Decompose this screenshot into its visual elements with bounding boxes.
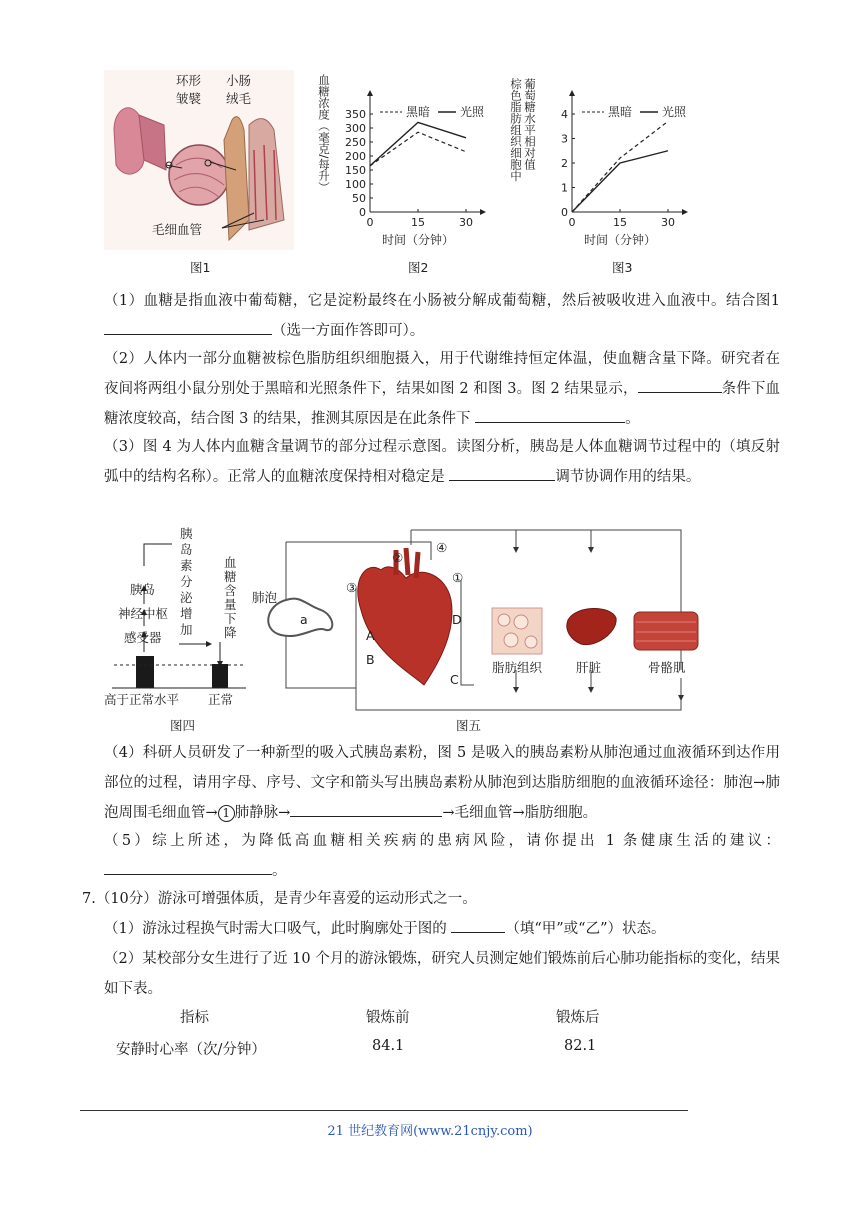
fig5-alveolus-label: 肺泡 — [252, 590, 278, 605]
figure-2-chart — [318, 62, 498, 280]
q4-circled-number — [218, 805, 235, 822]
y-tick-label: 2 — [561, 157, 568, 170]
q5-text-1: （5）综上所述，为降低高血糖相关疾病的患病风险，请你提出 1 条健康生活的建议： — [104, 833, 780, 849]
table-row — [104, 1038, 724, 1070]
q2-text-3: 。 — [625, 411, 640, 427]
y-tick-label: 100 — [345, 178, 366, 191]
fig5-organ-fat: 脂肪组织 — [492, 660, 543, 675]
x-tick-label: 15 — [411, 216, 425, 229]
table-cell-indicator: 安静时心率（次/分钟） — [116, 1042, 266, 1058]
fig5-number-3: ③ — [346, 580, 358, 595]
table-header-row — [104, 1006, 724, 1038]
table-header-before: 锻炼前 — [366, 1010, 410, 1026]
fig5-number-4: ④ — [436, 540, 448, 555]
fig5-letter-b: B — [366, 652, 375, 667]
y-tick-label: 250 — [345, 136, 366, 149]
q7-1-blank[interactable] — [451, 916, 505, 933]
series-line-light — [370, 122, 466, 165]
figure-5-diagram — [246, 520, 716, 736]
fig1-villus-label: 小肠 绒毛 — [226, 73, 252, 106]
question-7-1 — [104, 914, 780, 944]
q4-circled-digit: 1 — [222, 806, 230, 820]
fig4-sugar-note: 血糖含量下降 — [224, 555, 237, 640]
figure-4-caption: 图四 — [170, 718, 196, 733]
x-axis-arrow — [480, 209, 486, 215]
table-cell-after: 82.1 — [564, 1038, 597, 1054]
x-tick-label: 15 — [613, 216, 627, 229]
y-tick-label: 3 — [561, 132, 568, 146]
y-tick-label: 4 — [561, 108, 568, 121]
question-7-2: （2）某校部分女生进行了近 10 个月的游泳锻炼，研究人员测定她们锻炼前后心肺功能指标的变化，结果如下表。 — [104, 951, 780, 997]
x-tick-label: 30 — [661, 216, 675, 229]
fig1-capillary-label: 毛细血管 — [152, 222, 203, 237]
data-table — [104, 1006, 724, 1070]
q1-blank[interactable] — [104, 318, 272, 335]
figure-1-caption: 图1 — [190, 260, 211, 275]
fig5-number-1: ① — [452, 570, 464, 585]
series-line-dark — [370, 132, 466, 166]
y-tick-label: 0 — [561, 206, 568, 219]
figure-2 — [318, 62, 498, 280]
figure-2-caption: 图2 — [408, 260, 429, 275]
footer-divider — [80, 1110, 688, 1111]
q1-text-after: （选一方面作答即可）。 — [272, 323, 425, 339]
q5-text-2: 。 — [272, 863, 287, 879]
legend-label-dark: 黑暗 — [608, 105, 633, 119]
question-2 — [104, 344, 780, 434]
figure-5-caption: 图五 — [456, 718, 482, 733]
q4-text-2: 肺静脉→ — [234, 805, 291, 821]
y-axis-arrow — [367, 90, 373, 96]
fig4-islet-label: 胰岛 — [130, 582, 156, 597]
question-5 — [104, 826, 780, 886]
y-tick-label: 0 — [359, 206, 366, 219]
fig5-number-2: ② — [392, 550, 404, 565]
fig4-receptor-label: 感受器 — [124, 630, 162, 645]
x-axis-label: 时间（分钟） — [381, 233, 455, 247]
y-axis-arrow — [569, 90, 575, 96]
figure-3 — [509, 62, 692, 280]
series-line-dark — [572, 121, 668, 212]
q3-blank[interactable] — [449, 464, 555, 481]
x-axis-arrow — [682, 209, 688, 215]
q5-blank[interactable] — [104, 858, 272, 875]
x-axis-label: 时间（分钟） — [583, 233, 657, 247]
fig4-bar-right-label: 正常 — [208, 692, 234, 707]
fig5-letter-a: A — [366, 628, 375, 643]
q3-text-1: （3）图 4 为人体内血糖含量调节的部分过程示意图。读图分析，胰岛是人体血糖调节过程中的（填反射弧中的结构名称）。正常人的血糖浓度保持相对稳定是 — [104, 439, 780, 485]
y-tick-label: 1 — [561, 181, 568, 195]
table-cell-before: 84.1 — [372, 1038, 405, 1054]
q7-1-text-2: （填“甲”或“乙”）状态。 — [505, 921, 666, 937]
question-1 — [104, 286, 780, 346]
question-3 — [104, 432, 780, 492]
q2-text-2: 条件下血糖浓度较高，结合图 3 的结果，推测其原因是在此条件下 — [104, 381, 781, 427]
fig5-alveolus-mark: a — [300, 612, 308, 627]
q2-blank-1[interactable] — [638, 376, 722, 393]
y-tick-label: 350 — [345, 108, 366, 121]
fig5-organ-liver: 肝脏 — [576, 660, 602, 675]
q4-text-1: （4）科研人员研发了一种新型的吸入式胰岛素粉，图 5 是吸入的胰岛素粉从肺泡通过血液循环到达作用部位的过程，请用字母、序号、文字和箭头写出胰岛素粉从肺泡到达脂肪细胞的血液循环途径：肺泡→肺泡周围毛细血管→ — [104, 745, 780, 821]
fig4-center-label: 神经中枢 — [118, 606, 169, 621]
legend-label-dark: 黑暗 — [406, 105, 431, 119]
q2-blank-2[interactable] — [475, 406, 625, 423]
fig5-letter-c: C — [450, 672, 459, 687]
y-axis-label: 葡萄糖水平相对值 — [523, 78, 537, 170]
table-header-indicator: 指标 — [180, 1010, 209, 1026]
fig4-bar-left-label: 高于正常水平 — [104, 692, 180, 707]
figure-5 — [246, 520, 716, 736]
legend-label-light: 光照 — [662, 105, 687, 119]
x-tick-label: 0 — [366, 216, 374, 229]
q3-text-2: 调节协调作用的结果。 — [555, 469, 701, 485]
q7-1-text-1: （1）游泳过程换气时需大口吸气，此时胸廓处于图的 — [104, 921, 452, 937]
x-tick-label: 30 — [459, 216, 473, 229]
fig5-letter-d: D — [452, 612, 462, 627]
table-header-after: 锻炼后 — [556, 1010, 600, 1026]
footer-link[interactable]: 21 世纪教育网(www.21cnjy.com) — [327, 1124, 533, 1139]
y-tick-label: 300 — [345, 122, 366, 135]
figure-4 — [104, 524, 254, 736]
x-tick-label: 0 — [568, 216, 576, 229]
series-line-light — [572, 151, 668, 212]
q4-blank[interactable] — [290, 800, 442, 817]
question-4 — [104, 738, 780, 828]
y-axis-label: 棕色脂肪组织细胞中 — [509, 78, 523, 182]
fig4-insulin-note: 胰岛素分泌增加 — [180, 526, 193, 637]
y-axis-label: 血糖浓度（毫克/每升） — [317, 74, 331, 193]
q4-text-3: →毛细血管→脂肪细胞。 — [442, 805, 598, 821]
figure-3-chart — [509, 62, 692, 280]
y-tick-label: 50 — [352, 192, 366, 205]
y-tick-label: 150 — [345, 164, 366, 177]
figure-1 — [104, 70, 294, 280]
q1-text: （1）血糖是指血液中葡萄糖，它是淀粉最终在小肠被分解成葡萄糖，然后被吸收进入血液中。结合图1 — [104, 293, 780, 309]
figure-3-caption: 图3 — [612, 260, 633, 275]
fig1-fold-label: 环形 皱襞 — [176, 73, 202, 106]
y-tick-label: 200 — [345, 150, 366, 163]
legend-label-light: 光照 — [460, 105, 485, 119]
question-7-heading: 7.（10分）游泳可增强体质，是青少年喜爱的运动形式之一。 — [82, 891, 477, 907]
fig5-organ-muscle: 骨骼肌 — [648, 660, 686, 675]
q2-text-1: （2）人体内一部分血糖被棕色脂肪组织细胞摄入，用于代谢维持恒定体温，使血糖含量下降。研究者在夜间将两组小鼠分别处于黑暗和光照条件下，结果如图 2 和图 3。图 2 结果显示， — [104, 351, 780, 397]
